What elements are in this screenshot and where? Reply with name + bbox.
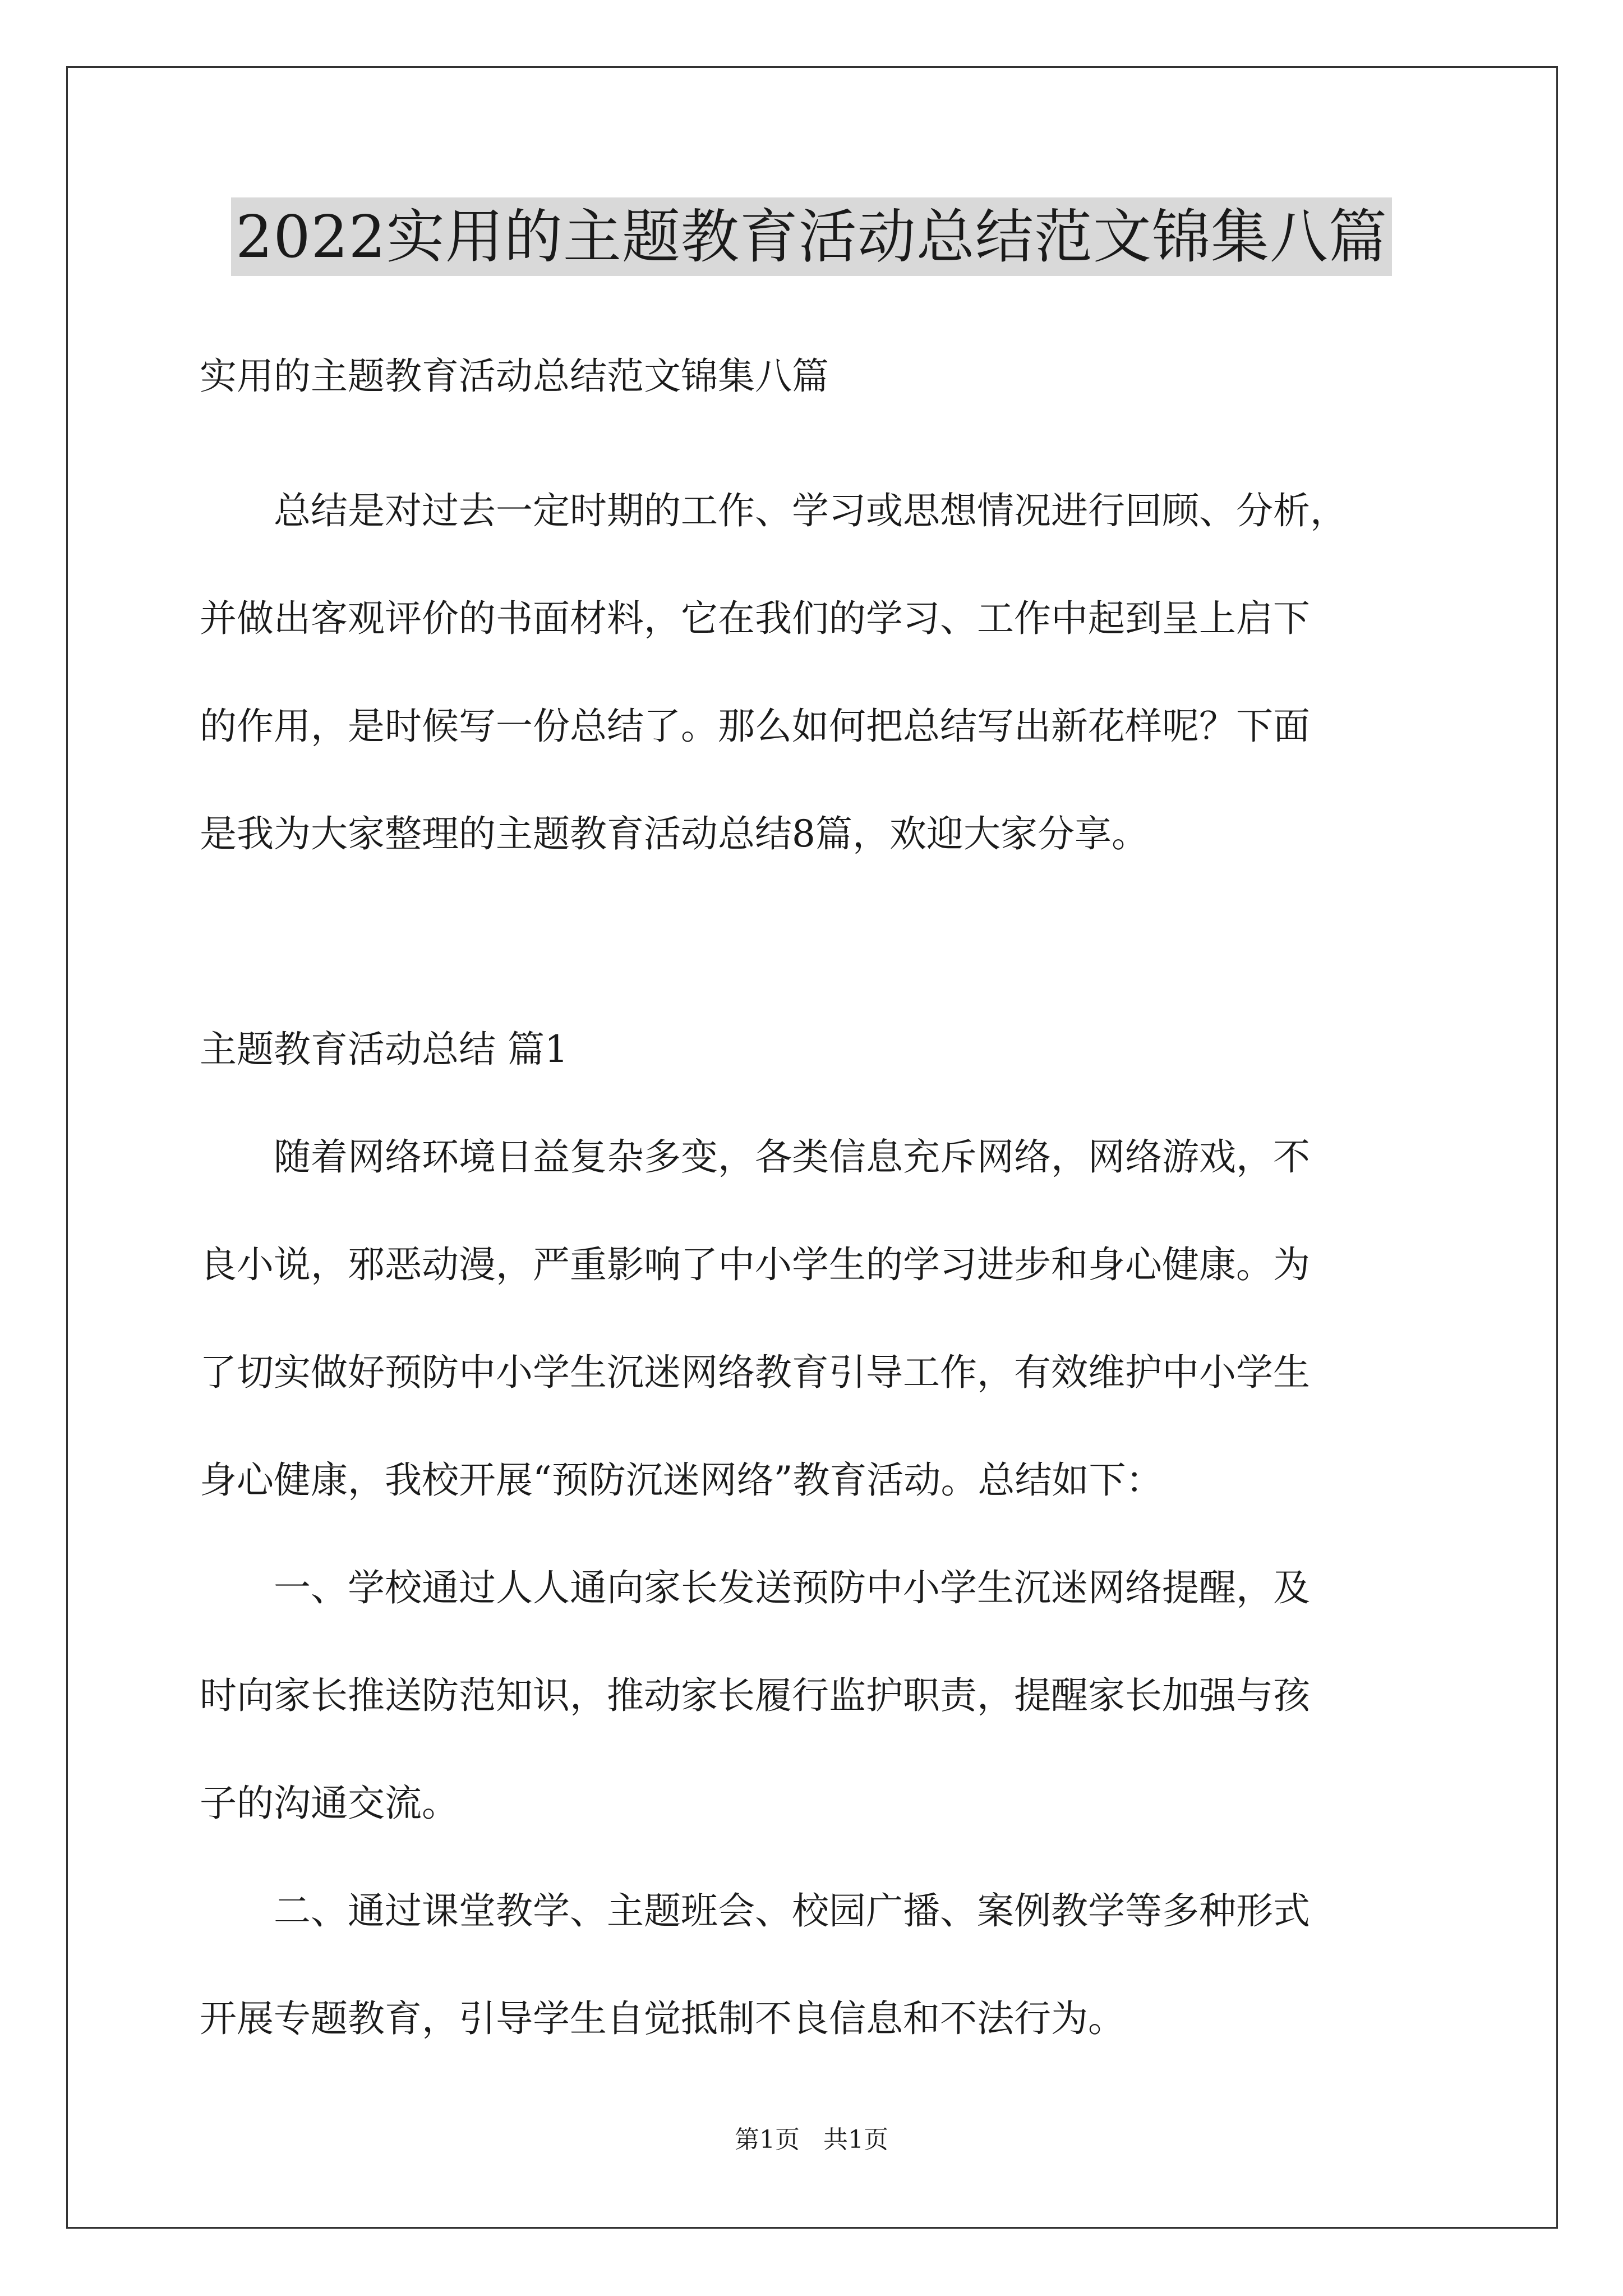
page-total: 共1页 <box>823 2125 888 2154</box>
intro-line: 的作用，是时候写一份总结了。那么如何把总结写出新花样呢？下面 <box>200 705 1310 748</box>
blank-line <box>200 888 1450 996</box>
paragraph-line: 良小说，邪恶动漫，严重影响了中小学生的学习进步和身心健康。为 <box>200 1243 1310 1286</box>
title-container <box>0 197 1623 276</box>
paragraph-line: 二、通过课堂教学、主题班会、校园广播、案例教学等多种形式 <box>274 1889 1310 1932</box>
document-body <box>200 457 1450 2073</box>
section-heading: 主题教育活动总结 篇1 <box>200 1028 568 1071</box>
paragraph-2 <box>200 1534 1450 1857</box>
paragraph-line: 开展专题教育，引导学生自觉抵制不良信息和不法行为。 <box>200 1997 1125 2040</box>
intro-line: 是我为大家整理的主题教育活动总结8篇，欢迎大家分享。 <box>200 812 1149 855</box>
page-footer <box>0 2123 1623 2157</box>
paragraph-line: 身心健康，我校开展“预防沉迷网络”教育活动。总结如下： <box>200 1458 1163 1502</box>
paragraph-line: 子的沟通交流。 <box>200 1782 459 1825</box>
paragraph-3 <box>200 1857 1450 2073</box>
paragraph-line: 一、学校通过人人通向家长发送预防中小学生沉迷网络提醒，及 <box>274 1566 1310 1609</box>
intro-line: 并做出客观评价的书面材料，它在我们的学习、工作中起到呈上启下 <box>200 597 1310 640</box>
paragraph-line: 时向家长推送防范知识，推动家长履行监护职责，提醒家长加强与孩 <box>200 1674 1310 1717</box>
document-subtitle: 实用的主题教育活动总结范文锦集八篇 <box>200 355 829 398</box>
document-title: 2022实用的主题教育活动总结范文锦集八篇 <box>231 197 1392 276</box>
paragraph-line: 随着网络环境日益复杂多变，各类信息充斥网络，网络游戏，不 <box>274 1135 1310 1179</box>
intro-line: 总结是对过去一定时期的工作、学习或思想情况进行回顾、分析， <box>274 489 1347 532</box>
intro-paragraph <box>200 457 1450 888</box>
paragraph-1 <box>200 1103 1450 1534</box>
paragraph-line: 了切实做好预防中小学生沉迷网络教育引导工作，有效维护中小学生 <box>200 1351 1310 1394</box>
page-number: 第1页 <box>735 2125 800 2154</box>
